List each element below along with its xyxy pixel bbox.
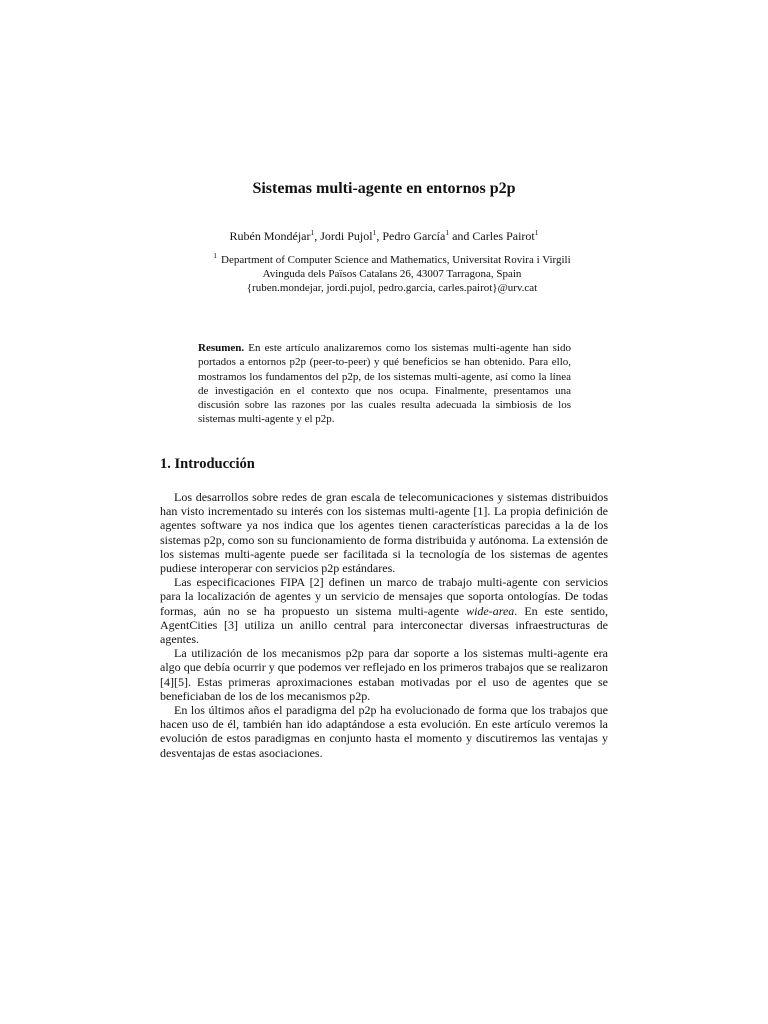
paragraph-text: Las especificaciones FIPA [2] definen un marco de trabajo multi-agente con servicios para la localización de agentes y un servicio de mensajes que soporta ontologías. De todas formas, aún no se ha propuesto un sistema multi-agente [160,575,608,618]
author-list [0,229,768,244]
author-affiliation-mark: 1 [445,228,450,237]
author-affiliation-mark: 1 [310,228,315,237]
paragraph-text: . En este sentido, AgentCities [3] utiliza un anillo central para interconectar diversas infraestructuras de agentes. [160,603,608,647]
author-name: Pedro García [382,229,446,243]
affiliation-department [192,253,592,267]
paragraph: Los desarrollos sobre redes de gran escala de telecomunicaciones y sistemas distribuidos han visto incrementado su interés con los sistemas multi-agente [1]. La propia definición de agentes software ya nos indica que los agentes tienen características parecidas a la de los sistemas p2p, como son su funcionamiento de forma distribuida y autónoma. La extensión de los sistemas multi-agente puede ser facilitada si la tecnología de los sistemas de agentes pudiese interoperar con servicios p2p estándares. [160,490,608,576]
affiliation-mark: 1 [213,251,218,261]
author-separator: , [376,229,383,243]
author-affiliation-mark: 1 [372,228,377,237]
author-name: Carles Pairot [472,229,535,243]
author-affiliation-mark: 1 [534,228,539,237]
paragraph [160,575,608,646]
affiliation-emails: {ruben.mondejar, jordi.pujol, pedro.garcia, carles.pairot}@urv.cat [246,282,538,294]
paper-title: Sistemas multi-agente en entornos p2p [252,180,516,197]
author-separator: , [314,229,321,243]
affiliation-block [192,253,592,295]
affiliation-department-text: Department of Computer Science and Mathematics, Universitat Rovira i Virgili [221,254,571,266]
author-name: Jordi Pujol [320,229,373,243]
author-name: Rubén Mondéjar [229,229,311,243]
italic-term: wide-area [466,603,515,618]
abstract-label: Resumen. [198,342,245,354]
author-separator: and [449,229,473,243]
affiliation-address: Avinguda dels Països Catalans 26, 43007 Tarragona, Spain [262,268,522,280]
abstract [198,341,571,427]
section-heading: 1. Introducción [160,456,255,472]
paragraph: La utilización de los mecanismos p2p para dar soporte a los sistemas multi-agente era algo que debía ocurrir y que podemos ver reflejado en los primeros trabajos que se realizaron [4][5]. Estas primeras aproximaciones estaban motivadas por el uso de agentes que se beneficiaban de los de los mecanismos p2p. [160,646,608,703]
abstract-text: En este artículo analizaremos como los sistemas multi-agente han sido portados a entornos p2p (peer-to-peer) y qué beneficios se han obtenido. Para ello, mostramos los fundamentos del p2p, de los sistemas multi-agente, así como la línea de investigación en el contexto que nos ocupa. Finalmente, presentamos una discusión sobre las razones por las cuales resulta adecuada la simbiosis de los sistemas multi-agente y el p2p. [198,342,571,426]
section-body [160,490,608,760]
paragraph: En los últimos años el paradigma del p2p ha evolucionado de forma que los trabajos que hacen uso de él, también han ido adaptándose a esta evolución. En este artículo veremos la evolución de estos paradigmas en conjunto hasta el momento y discutiremos las ventajas y desventajas de estas asociaciones. [160,703,608,760]
